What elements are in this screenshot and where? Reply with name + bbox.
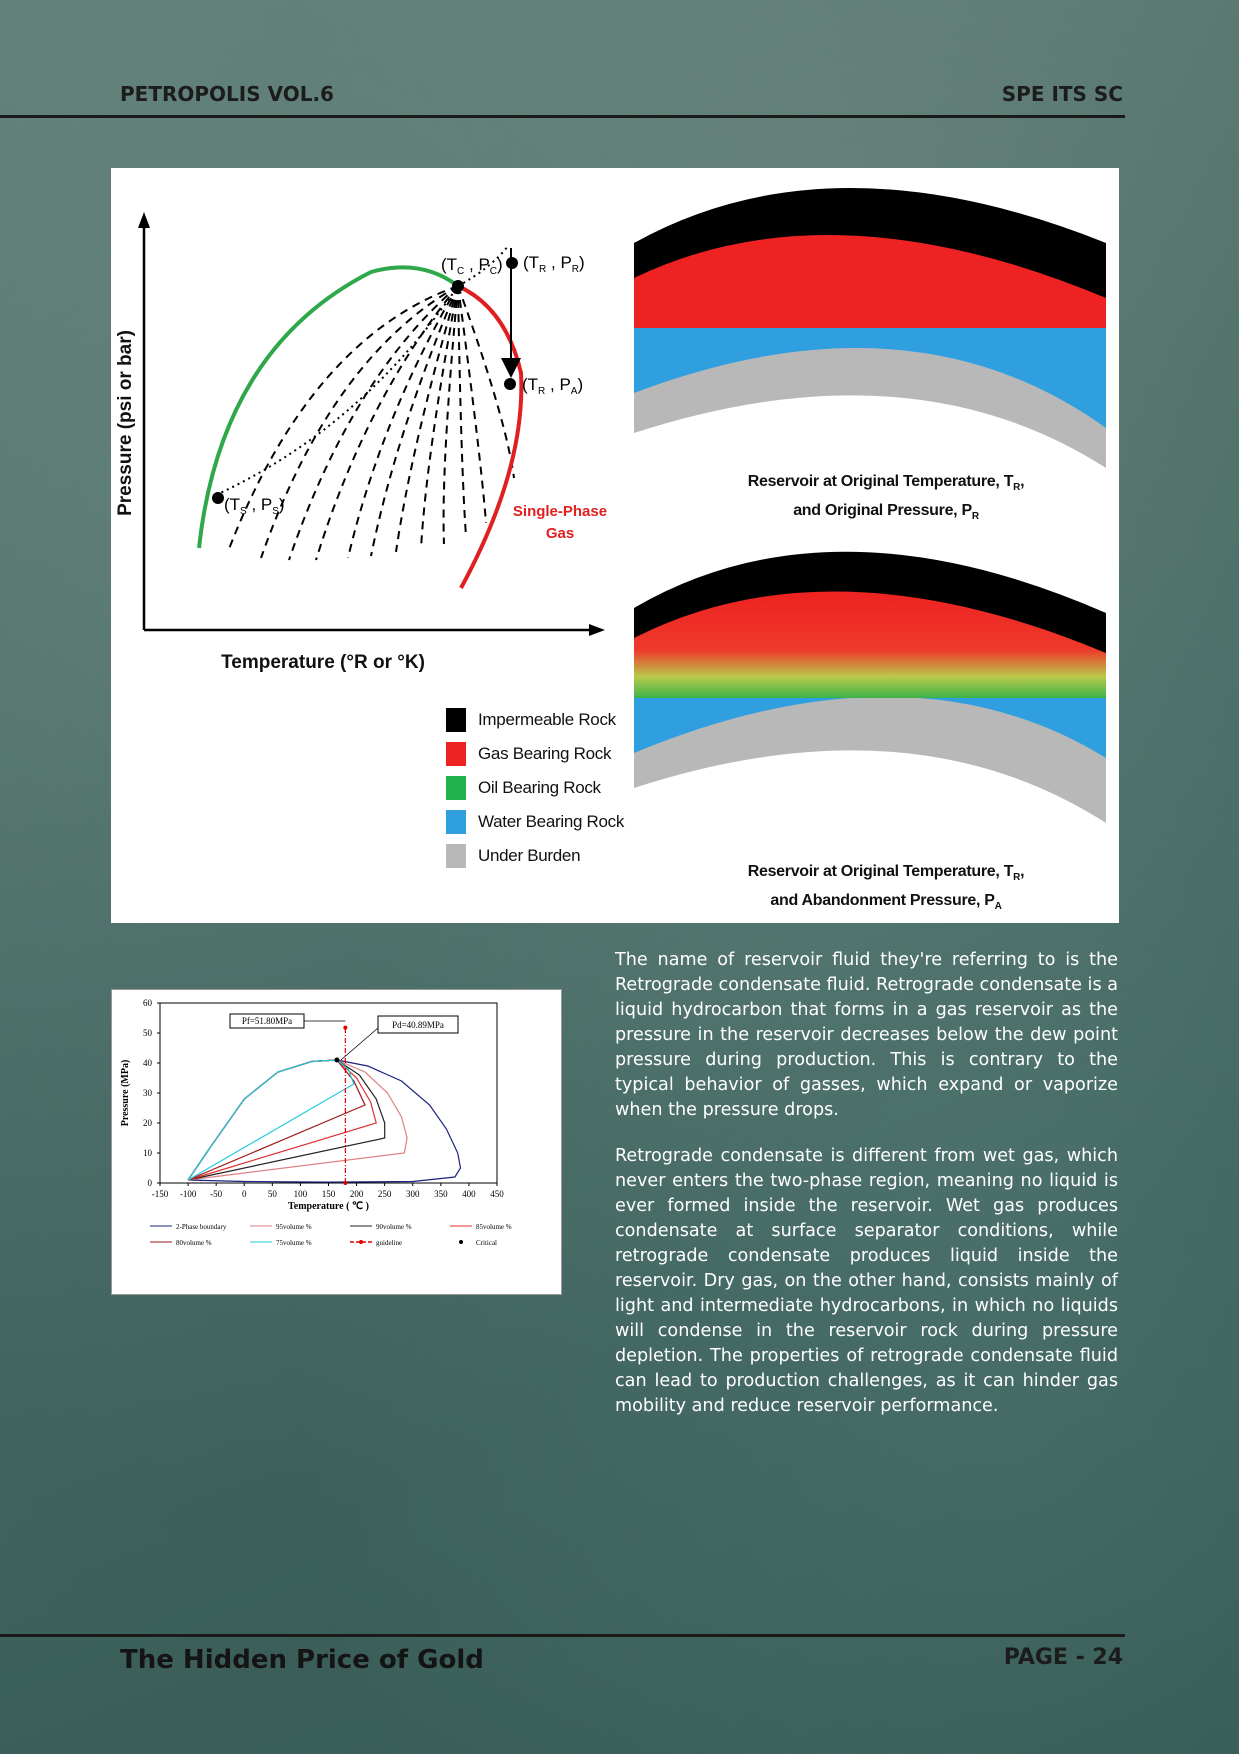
caption-original-sub2: R	[971, 511, 979, 523]
x-tick-label: -150	[151, 1189, 169, 1199]
legend-swatch	[446, 810, 466, 834]
x-tick-label: 250	[377, 1189, 392, 1199]
y-tick-label: 20	[143, 1118, 152, 1128]
depletion-path	[216, 286, 458, 495]
x-tick-label: 350	[434, 1189, 448, 1199]
y-tick-label: 50	[143, 1028, 152, 1038]
retrograde-phase-figure	[111, 168, 1119, 923]
legend-swatch	[446, 742, 466, 766]
label-ts-ps: ($T_S$ , $P_S$)	[224, 495, 285, 517]
series-line	[188, 1060, 365, 1180]
caption-original-line1: Reservoir at Original Temperature, T	[747, 473, 1014, 490]
reservoir-abandonment	[634, 552, 1106, 823]
label-tr-pa: ($T_R$ , $P_A$)	[522, 375, 584, 397]
x-tick-label: -50	[210, 1189, 223, 1199]
critical-point-marker	[334, 1058, 339, 1063]
legend-label: 85volume %	[476, 1223, 512, 1231]
legend-item-impermeable	[446, 703, 624, 737]
legend-label: 80volume %	[176, 1239, 212, 1247]
caption-abandonment-line1: Reservoir at Original Temperature, T	[747, 863, 1014, 880]
legend-label: guideline	[376, 1239, 403, 1247]
label-tr-pr: ($T_R$ , $P_R$)	[523, 253, 585, 275]
x-tick-label: 300	[406, 1189, 420, 1199]
series-line	[188, 1060, 385, 1180]
caption-abandonment	[671, 860, 1101, 918]
x-tick-label: 50	[267, 1189, 277, 1199]
reservoir-original	[634, 188, 1106, 468]
legend-label: Water Bearing Rock	[478, 812, 625, 831]
legend-label: Under Burden	[478, 846, 581, 865]
legend-swatch	[446, 708, 466, 732]
y-tick-label: 30	[143, 1088, 152, 1098]
caption-original-end: ,	[1020, 473, 1025, 490]
x-tick-label: -100	[179, 1189, 197, 1199]
legend-item-oil	[446, 771, 624, 805]
legend-item-underburden	[446, 839, 624, 873]
x-tick-label: 200	[349, 1189, 364, 1199]
pf-point	[343, 1026, 347, 1030]
x-tick-label: 150	[321, 1189, 336, 1199]
guideline-base	[343, 1181, 347, 1185]
paragraph-1: The name of reservoir fluid they're referring to is the Retrograde condensate fluid. Retrograde condensate is a liquid hydrocarbon that forms in a gas reservoir as the pressure in the reservoir decreases below the dew point pressure during production. This is contrary to the typical behavior of gasses, which expand or vaporize when the pressure drops.	[615, 950, 1118, 1120]
single-phase-gas-label: Gas	[545, 525, 575, 542]
y-tick-label: 10	[143, 1148, 152, 1158]
legend-swatch	[446, 776, 466, 800]
caption-abandonment-end: ,	[1020, 863, 1025, 880]
single-phase-label: Single-Phase	[512, 503, 608, 520]
separator-point	[212, 492, 224, 504]
x-axis-label: Temperature ( ℃ )	[288, 1201, 369, 1212]
pd-leader	[341, 1028, 378, 1060]
legend-label: Critical	[476, 1239, 497, 1247]
x-tick-label: 0	[242, 1189, 247, 1199]
legend-marker	[359, 1240, 363, 1244]
phase-axes	[138, 212, 608, 636]
organization-name: SPE ITS SC	[1001, 82, 1123, 106]
header-rule	[0, 115, 1125, 118]
legend-marker	[459, 1240, 463, 1244]
legend-label: Gas Bearing Rock	[478, 744, 612, 763]
caption-abandonment-sub1: R	[1013, 872, 1021, 884]
page-number: PAGE - 24	[1003, 1645, 1123, 1670]
critical-point	[452, 280, 464, 292]
initial-point	[506, 257, 518, 269]
caption-abandonment-sub2: A	[994, 901, 1002, 913]
phase-y-axis-label: Pressure (psi or bar)	[115, 330, 136, 516]
caption-original-sub1: R	[1013, 482, 1021, 494]
phase-x-axis-label: Temperature (°R or °K)	[221, 652, 425, 673]
pf-annotation: Pf=51.80MPa	[241, 1016, 293, 1026]
legend-label: 2-Phase boundary	[176, 1223, 227, 1231]
series-line	[188, 1060, 407, 1180]
x-tick-label: 100	[293, 1189, 308, 1199]
legend-label: 90volume %	[376, 1223, 412, 1231]
x-tick-label: 400	[462, 1189, 476, 1199]
x-tick-label: 450	[490, 1189, 504, 1199]
legend-label: Oil Bearing Rock	[478, 778, 601, 797]
abandonment-point	[504, 378, 516, 390]
quality-lines	[229, 286, 514, 560]
article-body	[615, 948, 1118, 1440]
paragraph-2: Retrograde condensate is different from wet gas, which never enters the two-phase region, meaning no liquid is ever formed inside the reservoir. Wet gas produces condensate at surface separator conditions, while retrograde condensate produces liquid inside the reservoir. Dry gas, on the other hand, consists mainly of light and intermediate hydrocarbons, in which no liquids will condense in the reservoir rock during pressure depletion. The properties of retrograde condensate fluid can lead to production challenges, as it can hinder gas mobility and reduce reservoir performance.	[615, 1146, 1118, 1416]
legend-label: Impermeable Rock	[478, 710, 616, 729]
pd-annotation: Pd=40.89MPa	[392, 1020, 444, 1030]
legend-item-gas	[446, 737, 624, 771]
legend-swatch	[446, 844, 466, 868]
caption-original	[671, 470, 1101, 528]
label-tc-pc: ($T_C$ , $P_C$)	[441, 255, 503, 277]
rock-legend	[446, 703, 624, 873]
y-tick-label: 60	[143, 998, 152, 1008]
page-header	[0, 0, 1239, 120]
y-axis-label: Pressure (MPa)	[120, 1059, 131, 1127]
legend-label: 75volume %	[276, 1239, 312, 1247]
series-line	[188, 1060, 376, 1180]
caption-original-line2: and Original Pressure, P	[793, 502, 972, 520]
legend-item-water	[446, 805, 624, 839]
footer-rule	[0, 1634, 1125, 1637]
caption-abandonment-line2: and Abandonment Pressure, P	[770, 892, 995, 910]
legend-label: 95volume %	[276, 1223, 312, 1231]
y-tick-label: 40	[143, 1058, 152, 1068]
y-tick-label: 0	[147, 1178, 152, 1188]
pt-envelope-chart	[111, 989, 562, 1295]
magazine-title: PETROPOLIS VOL.6	[120, 82, 334, 106]
article-title: The Hidden Price of Gold	[120, 1645, 484, 1675]
pt-chart-svg	[112, 990, 561, 1294]
